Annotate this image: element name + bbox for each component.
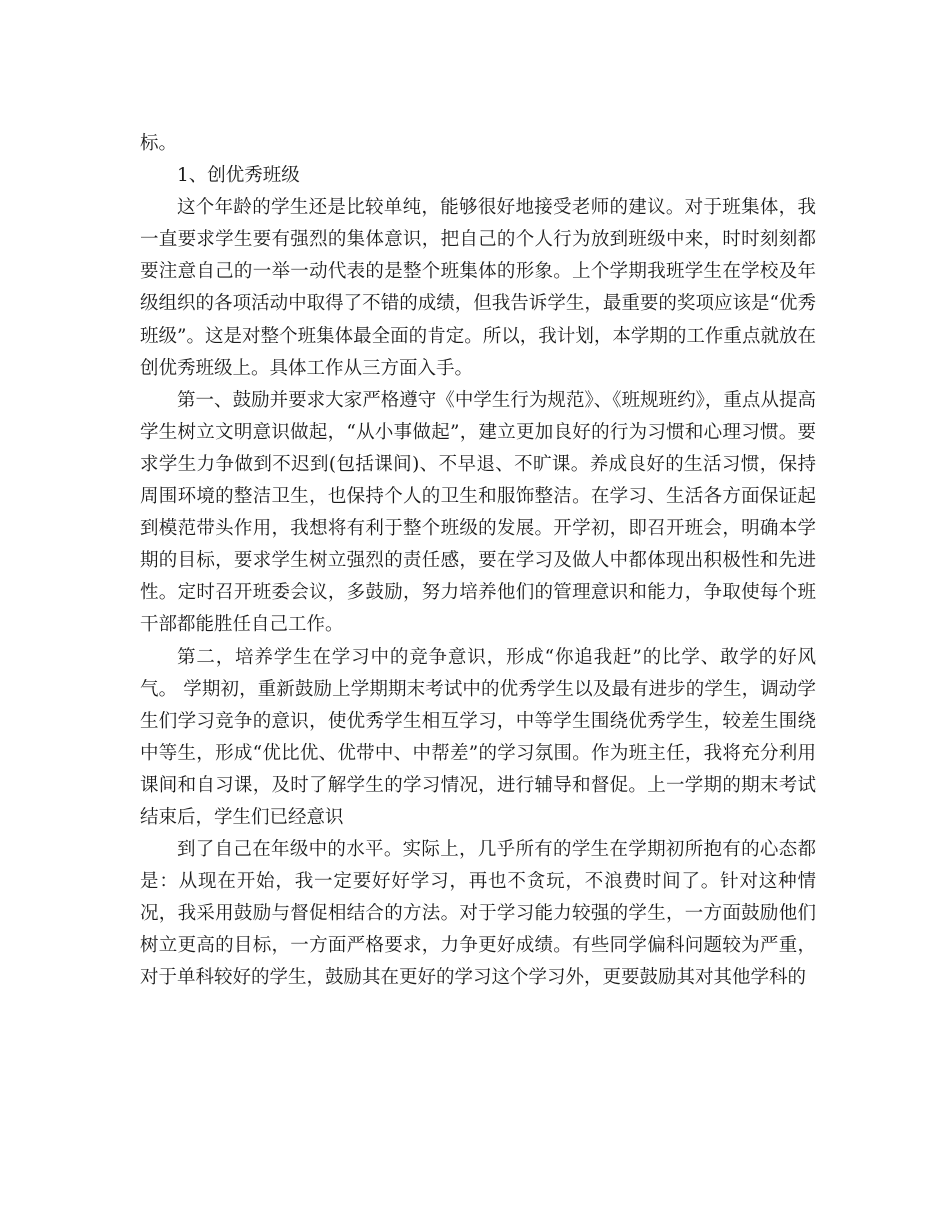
document-body (140, 128, 816, 995)
section-heading: 1、创优秀班级 (177, 165, 300, 187)
paragraph-second: 第二，培养学生在学习中的竞争意识，形成“你追我赶”的比学、敢学的好风气。 学期初，重新鼓励上学期期末考试中的优秀学生以及最有进步的学生，调动学生们学习竞争的意识，使优秀学生相互学习，中等学生围绕优秀学生，较差生围绕中等生，形成“优比优、优带中、中帮差”的学习氛围。作为班主任，我将充分利用课间和自习课，及时了解学生的学习情况，进行辅导和督促。上一学期的期末考试结束后，学生们已经意识 (140, 646, 816, 828)
paragraph-first: 第一、鼓励并要求大家严格遵守《中学生行为规范》、《班规班约》，重点从提高学生树立文明意识做起，“从小事做起”，建立更加良好的行为习惯和心理习惯。要求学生力争做到不迟到(包括课间)、不早退、不旷课。养成良好的生活习惯，保持周围环境的整洁卫生，也保持个人的卫生和服饰整洁。在学习、生活各方面保证起到模范带头作用，我想将有利于整个班级的发展。开学初，即召开班会，明确本学期的目标，要求学生树立强烈的责任感，要在学习及做人中都体现出积极性和先进性。定时召开班委会议，多鼓励，努力培养他们的管理意识和能力，争取使每个班干部都能胜任自己工作。 (140, 389, 816, 636)
paragraph-third: 到了自己在年级中的水平。实际上，几乎所有的学生在学期初所抱有的心态都是：从现在开始，我一定要好好学习，再也不贪玩，不浪费时间了。针对这种情况，我采用鼓励与督促相结合的方法。对于学习能力较强的学生，一方面鼓励他们树立更高的目标，一方面严格要求，力争更好成绩。有些同学偏科问题较为严重，对于单科较好的学生，鼓励其在更好的学习这个学习外，更要鼓励其对其他学科的 (140, 839, 816, 989)
paragraph-continuation: 标。 (140, 133, 178, 154)
paragraph-intro: 这个年龄的学生还是比较单纯，能够很好地接受老师的建议。对于班集体，我一直要求学生要有强烈的集体意识，把自己的个人行为放到班级中来，时时刻刻都要注意自己的一举一动代表的是整个班集体的形象。上个学期我班学生在学校及年级组织的各项活动中取得了不错的成绩，但我告诉学生，最重要的奖项应该是“优秀班级”。这是对整个班集体最全面的肯定。所以，我计划，本学期的工作重点就放在创优秀班级上。具体工作从三方面入手。 (140, 197, 816, 379)
